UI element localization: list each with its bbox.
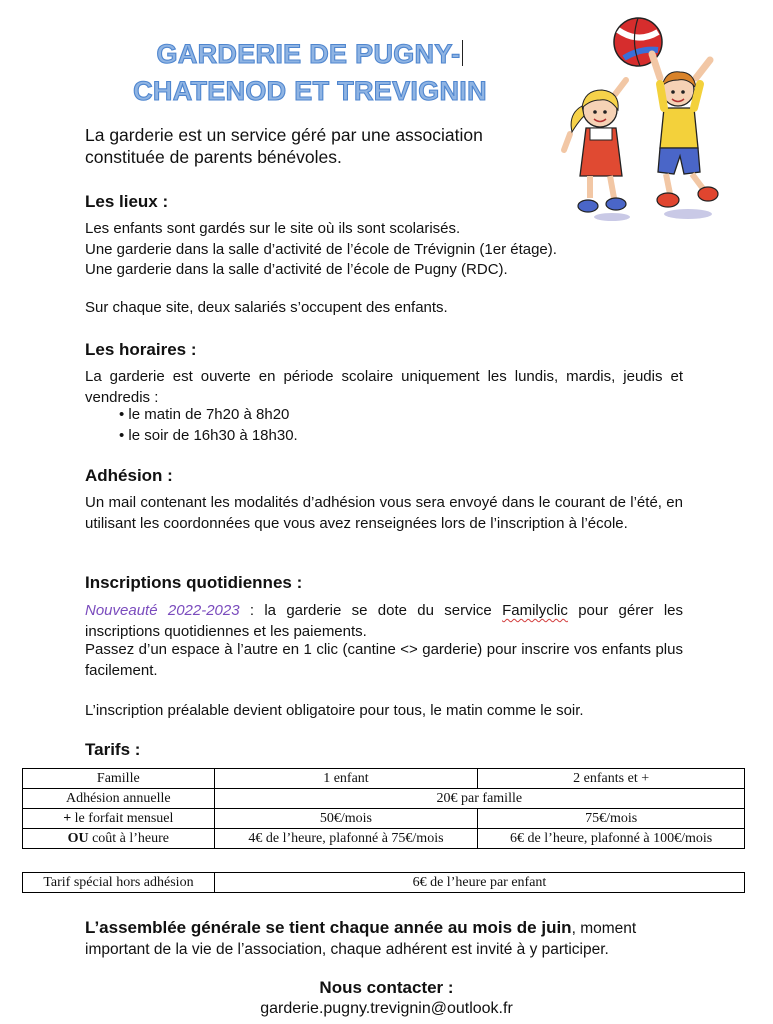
inscriptions-text-3: L’inscription préalable devient obligatoire pour tous, le matin comme le soir. [85,702,584,719]
tarifs-table [22,768,745,849]
horaires-bullets [85,405,298,446]
table-header: 2 enfants et + [478,769,745,789]
lieux-line: Les enfants sont gardés sur le site où ils sont scolarisés. [85,220,461,237]
title-line-1: GARDERIE DE PUGNY- [100,36,520,73]
familyclic-link: Familyclic [502,602,568,619]
table-row [23,789,745,809]
lieux-line: Une garderie dans la salle d’activité de l’école de Trévignin (1er étage). [85,240,557,258]
table-cell: OU coût à l’heure [23,829,215,849]
table-cell: 75€/mois [478,809,745,829]
lieux-heading: Les lieux : [85,192,169,211]
table-cell: 20€ par famille [214,789,744,809]
horaire-item: • le matin de 7h20 à 8h20 [119,406,290,423]
inscriptions-text-2: Passez d’un espace à l’autre en 1 clic (cantine <> garderie) pour inscrire vos enfants plus facilement. [85,641,683,679]
table-cell: 50€/mois [214,809,478,829]
adhesion-heading: Adhésion : [85,466,173,485]
assemblee-text: L’assemblée générale se tient chaque année au mois de juin, moment important de la vie de l’association, chaque adhérent est invité à y participer. [85,918,637,958]
table-cell: Tarif spécial hors adhésion [23,873,215,893]
contact-email[interactable]: garderie.pugny.trevignin@outlook.fr [260,1000,513,1017]
horaire-item: • le soir de 16h30 à 18h30. [119,426,298,444]
table-row [23,769,745,789]
salaries-text: Sur chaque site, deux salariés s’occupent des enfants. [85,299,448,316]
contact-heading: Nous contacter : [319,978,454,997]
table-header: Famille [23,769,215,789]
inscriptions-text-1: Nouveauté 2022-2023 : la garderie se dote du service Familyclic pour gérer les inscriptions quotidiennes et les paiements. [85,602,684,640]
lieux-line: Une garderie dans la salle d’activité de l’école de Pugny (RDC). [85,261,508,278]
table-cell: Adhésion annuelle [23,789,215,809]
nouveaute-label: Nouveauté 2022-2023 [85,602,240,619]
horaires-heading: Les horaires : [85,340,197,359]
table-row [23,809,745,829]
page-title [100,36,520,110]
title-line-2: CHATENOD ET TREVIGNIN [133,76,487,106]
tarif-special-table [22,872,745,893]
children-playing-ball-icon [560,14,720,224]
tarifs-heading: Tarifs : [85,740,141,759]
table-row [23,829,745,849]
table-cell: 6€ de l’heure par enfant [214,873,744,893]
lieux-section [85,219,685,281]
table-cell: 4€ de l’heure, plafonné à 75€/mois [214,829,478,849]
horaires-text: La garderie est ouverte en période scolaire uniquement les lundis, mardis, jeudis et vendredis : [85,368,683,406]
intro-text: La garderie est un service géré par une association constituée de parents bénévoles. [85,125,483,167]
table-cell: + le forfait mensuel [23,809,215,829]
inscriptions-heading: Inscriptions quotidiennes : [85,573,303,592]
table-row [23,873,745,893]
table-header: 1 enfant [214,769,478,789]
table-cell: 6€ de l’heure, plafonné à 100€/mois [478,829,745,849]
adhesion-text: Un mail contenant les modalités d’adhésion vous sera envoyé dans le courant de l’été, en utilisant les coordonnées que vous avez renseignées lors de l’inscription à l’école. [85,494,683,532]
text-cursor [462,40,463,66]
